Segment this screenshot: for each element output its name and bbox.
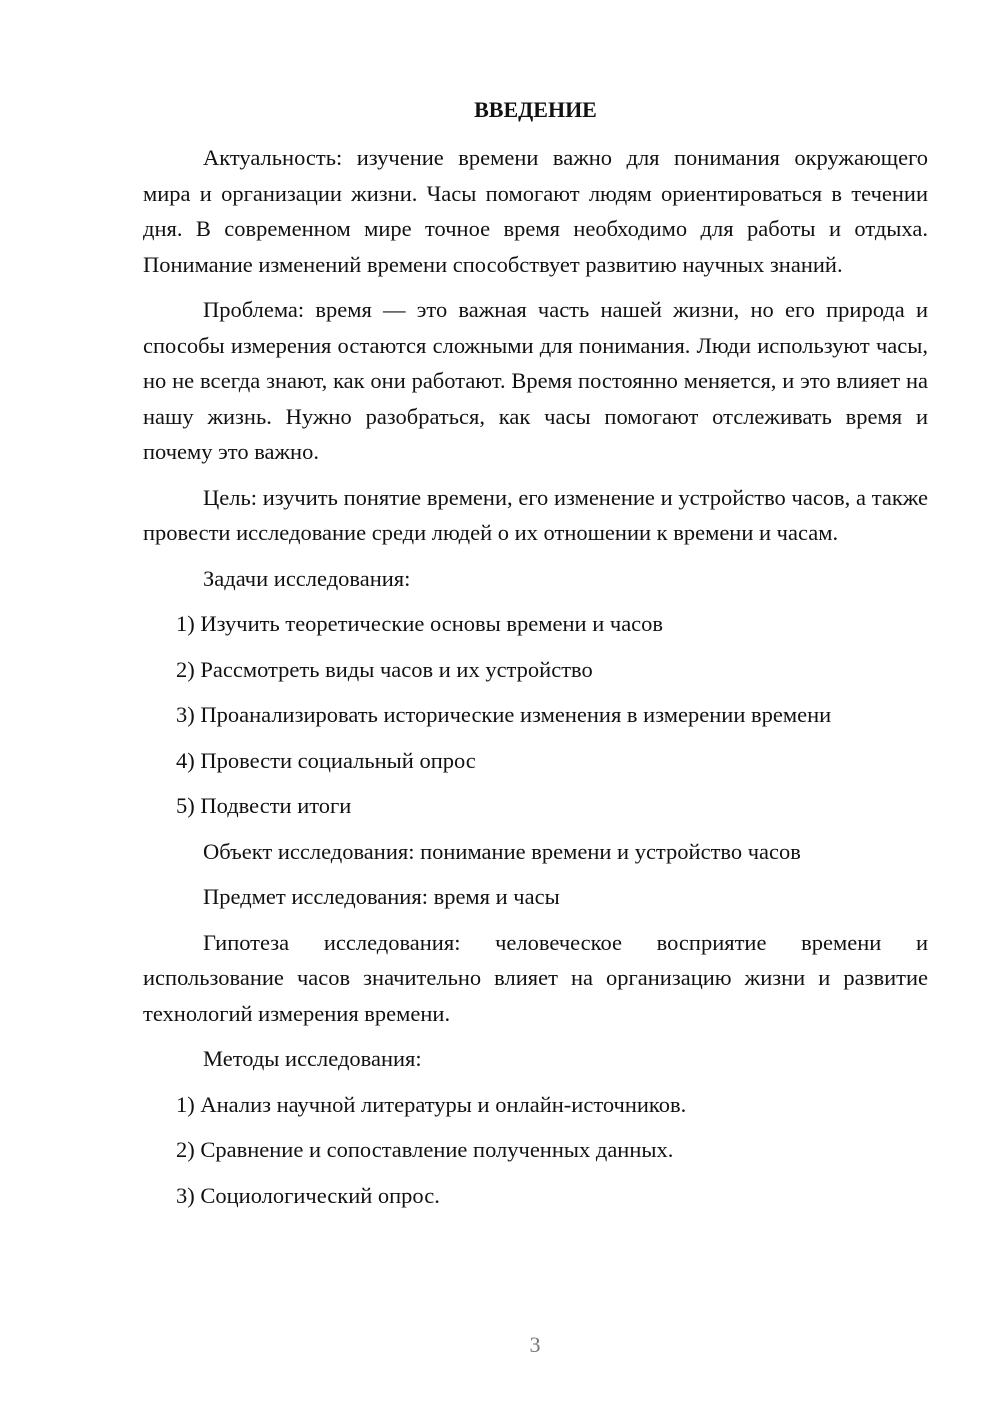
research-object: Объект исследования: понимание времени и устройство часов bbox=[203, 838, 801, 864]
method-item: 3) Социологический опрос. bbox=[176, 1182, 440, 1208]
task-item: 2) Рассмотреть виды часов и их устройство bbox=[176, 656, 593, 682]
goal-paragraph: Цель: изучить понятие времени, его изменение и устройство часов, а также провести исследование среди людей о их отношении к времени и часам. bbox=[143, 484, 928, 545]
relevance-paragraph: Актуальность: изучение времени важно для понимания окружающего мира и организации жизни. Часы помогают людям ориентироваться в течении дня. В современном мире точное время необходимо для работы и отдыха. Понимание изменений времени способствует развитию научных знаний. bbox=[143, 145, 928, 277]
page-title: ВВЕДЕНИЕ bbox=[474, 97, 597, 122]
tasks-heading: Задачи исследования: bbox=[203, 565, 411, 591]
document-body bbox=[143, 92, 928, 1223]
task-item: 3) Проанализировать исторические изменения в измерении времени bbox=[176, 702, 832, 727]
method-item: 1) Анализ научной литературы и онлайн-источников. bbox=[176, 1091, 687, 1117]
problem-paragraph: Проблема: время — это важная часть нашей жизни, но его природа и способы измерения остаются сложными для понимания. Люди используют часы, но не всегда знают, как они работают. Время постоянно меняется, и это влияет на нашу жизнь. Нужно разобраться, как часы помогают отслеживать время и почему это важно. bbox=[143, 297, 928, 464]
hypothesis-paragraph: Гипотеза исследования: человеческое восприятие времени и использование часов значительно влияет на организацию жизни и развитие технологий измерения времени. bbox=[143, 929, 928, 1026]
task-item: 4) Провести социальный опрос bbox=[176, 747, 476, 773]
page-number: 3 bbox=[529, 1332, 541, 1357]
task-item: 1) Изучить теоретические основы времени и часов bbox=[176, 611, 664, 636]
research-subject: Предмет исследования: время и часы bbox=[203, 884, 560, 909]
task-item: 5) Подвести итоги bbox=[176, 793, 352, 818]
methods-heading: Методы исследования: bbox=[203, 1046, 422, 1071]
method-item: 2) Сравнение и сопоставление полученных данных. bbox=[176, 1137, 674, 1162]
